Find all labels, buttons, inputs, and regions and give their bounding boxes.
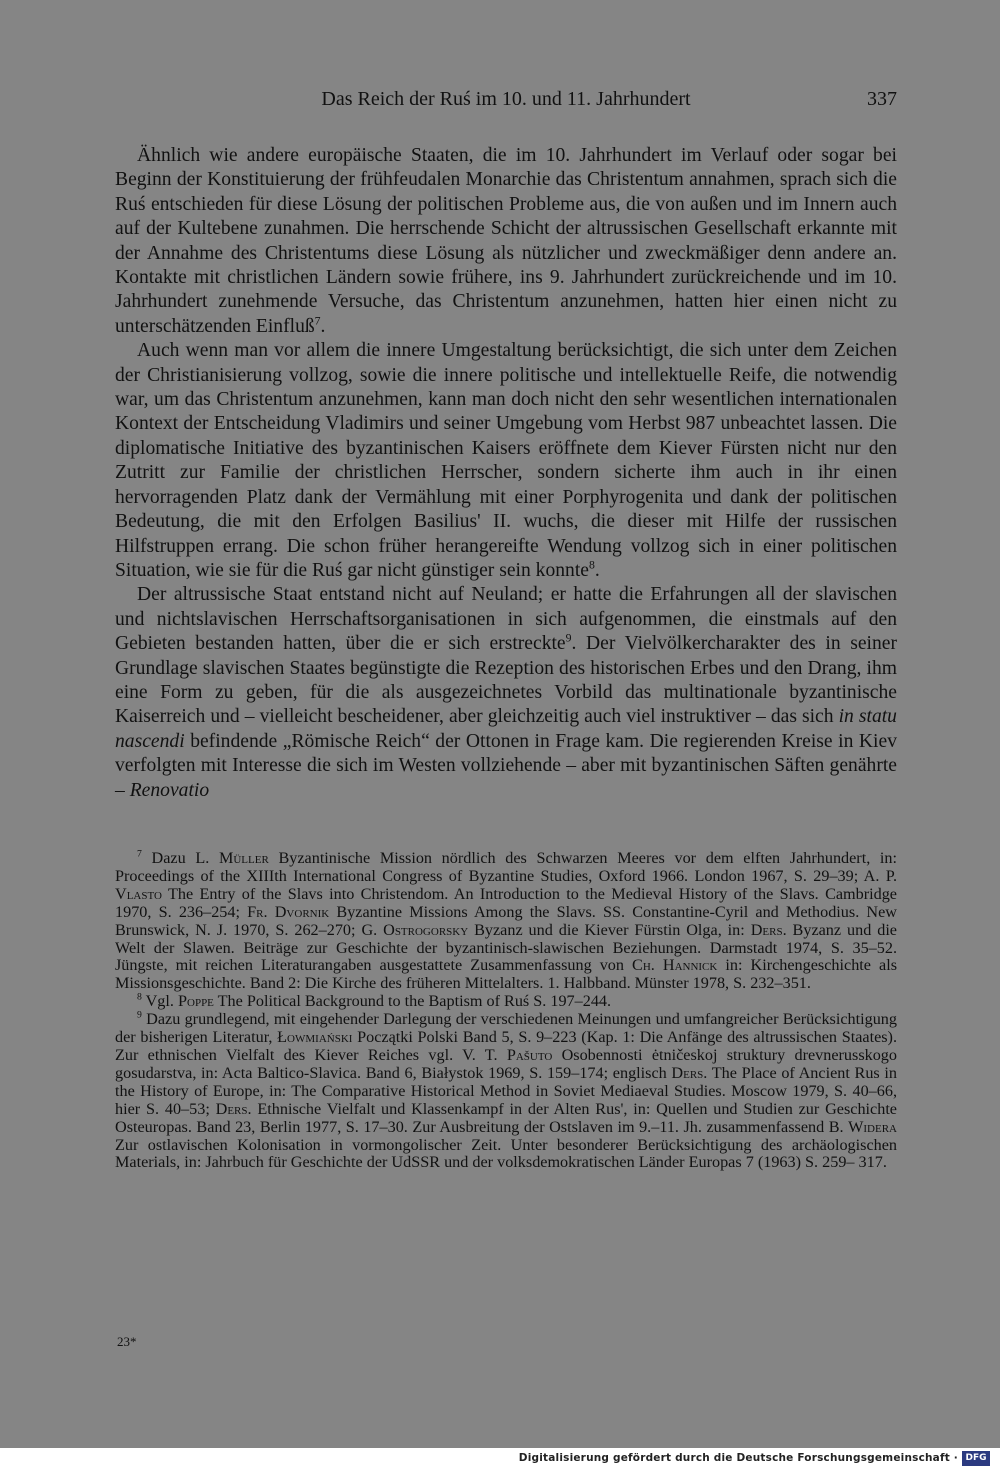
author-name: Ders. [750,920,787,939]
footnote-7 [115,850,897,993]
footnote-7-text: in: Kirchengeschichte als Missionsgeschichte. Band 2: Die Kirche des früheren Mittelalters. 1. Halbband. Münster 1978, S. 232–351. [115,956,897,993]
paragraph-3-text-b: . Der Vielvölkercharakter des in seiner Grundlage slavischen Staates begünstigte die Rezeption des historischen Erbes und den Drang, ihm eine Form zu geben, für die als ausgezeichnetes Vorbild das multinationale byzantinische Kaiserreich und – vielleicht bescheidener, aber gleichzeitig auch viel instruktiver – das sich [115,633,897,728]
paragraph-3 [115,583,897,803]
footnote-9-text: The Place of Ancient Rus in the History of Europe, in: The Comparative Historical Method in Soviet Mediaeval Studies. Moscow 1979, S. 40–66, hier S. 40–53; [115,1063,897,1118]
author-name: Ders. [671,1063,708,1082]
footnote-7-text: The Entry of the Slavs into Christendom. An Introduction to the Medieval History of the Slavs. Cambridge 1970, S. 236–254; [115,884,897,921]
page-number: 337 [867,88,897,110]
footnote-7-text: Byzanz und die Kiever Fürstin Olga, in: [468,920,751,939]
paragraph-3-text-a: Der altrussische Staat entstand nicht auf Neuland; er hatte die Erfahrungen all der slavischen und nichtslavischen Herrschaftsorganisationen in sich aufgenommen, die einstmals auf den Gebieten bestanden hatten, über die er sich erstreckte [115,584,897,655]
running-title: Das Reich der Ruś im 10. und 11. Jahrhundert [321,88,691,110]
footnote-ref-8: 8 [588,558,595,572]
paragraph-1-end: . [320,315,326,337]
dfg-funding-note: Digitalisierung gefördert durch die Deutsche Forschungsgemeinschaft · [518,1452,958,1464]
author-name: Poppe [178,992,214,1011]
paragraph-1-text: Ähnlich wie andere europäische Staaten, die im 10. Jahrhundert im Verlauf oder sogar bei Beginn der Konstituierung der frühfeudalen Monarchie das Christentum annahmen, sprach sich die Ruś entschieden für diese Lösung der politischen Probleme aus, die von außen und im Innern auch auf der Kultebene zunahmen. Die herrschende Schicht der altrussischen Gesellschaft erkannte mit der Annahme des Christentums diese Lösung als nützlicher und zweckmäßiger denn andere an. Kontakte mit christlichen Ländern sowie frühere, ins 9. Jahrhundert zurückreichende und im 10. Jahrhundert zunehmende Versuche, das Christentum anzunehmen, hatten hier einen nicht zu unterschätzenden Einfluß [115,145,897,337]
footnote-9-text: Ethnische Vielfalt und Klassenkampf in der Alten Rus', in: Quellen und Studien zur Geschichte Osteuropas. Band 23, Berlin 1977, S. 17–30. Zur Ausbreitung der Ostslaven im 9.–11. Jh. zusammenfassend B. [115,1099,897,1136]
footnote-9 [115,1011,897,1172]
paragraph-2-end: . [594,559,600,581]
paragraph-1 [115,144,897,339]
footnote-9-text: Osobennosti ėtničeskoj struktury drevnerusskogo gosudarstva, in: Acta Baltico-Slavica. Band 6, Białystok 1969, S. 159–174; englisch [115,1045,897,1082]
footnote-7-text: Byzanz und die Welt der Slawen. Beiträge zur Geschichte der byzantinisch-slawischen Beziehungen. Darmstadt 1974, S. 35–52. Jüngste, mit reichen Literaturangaben ausgestattete Zusammenfassung von [115,920,897,975]
footnote-8-text: Vgl. [141,992,178,1011]
footnote-7-text: Dazu L. [141,849,219,867]
running-head [115,86,897,116]
paragraph-3-text-c: befindende „Römische Reich“ der Ottonen in Frage kam. Die regierenden Kreise in Kiev verfolgten mit Interesse die sich im Westen vollziehende – aber mit byzantinischen Säften genährte – [115,730,897,801]
italic-in-statu-nascendi: in statu nascendi [115,706,897,752]
footnote-8-number: 8 [137,991,142,1003]
footnote-7-number: 7 [137,848,142,860]
footnotes [115,850,897,1172]
footnote-9-text: Początki Polski Band 5, S. 9–223 (Kap. 1: Die Anfänge des altrussischen Staates). Zur ethnischen Vielfalt des Kiever Reiches vgl. V. T. [115,1028,897,1064]
author-name: Fr. Dvornik [247,902,330,921]
author-name: Vlasto [115,884,162,903]
paragraph-2 [115,339,897,583]
italic-renovatio: Renovatio [129,779,210,801]
paragraph-2-text: Auch wenn man vor allem die innere Umgestaltung berücksichtigt, die sich unter dem Zeichen der Christianisierung vollzog, sowie die innere politische und intellektuelle Reife, die notwendig war, um das Christentum anzunehmen, kann man doch nicht den sehr wesentlichen internationalen Kontext der Entscheidung Vladimirs und seiner Umgebung vom Herbst 987 unbeachtet lassen. Die diplomatische Initiative des byzantinischen Kaisers eröffnete dem Kiever Fürsten nicht nur den Zutritt zur Familie der christlichen Herrscher, sondern sicherte ihm auch in ihr einen hervorragenden Platz dank der Vermählung mit einer Porphyrogenita und dank der politischen Bedeutung, die mit den Erfolgen Basilius' II. wuchs, die dieser mit Hilfe der russischen Hilfstruppen errang. Die schon früher herangereifte Wendung vollzog sich in einer politischen Situation, wie sie für die Ruś gar nicht günstiger sein konnte [115,340,897,581]
signature-mark: 23* [117,1334,137,1349]
footnote-7-text: Byzantine Missions Among the Slavs. SS. Constantine-Cyril and Methodius. New Brunswick, N. J. 1970, S. 262–270; G. [115,902,897,939]
footnote-ref-9: 9 [565,631,572,645]
footnote-7-text: Byzantinische Mission nördlich des Schwarzen Meeres vor dem elften Jahrhundert, in: Proceedings of the XIIIth International Congress of Byzantine Studies, Oxford 1966. London 1967, S. 29–39; A. P. [115,849,897,885]
footnote-8-text: The Political Background to the Baptism of Ruś S. 197–244. [213,992,612,1011]
footnote-8 [115,993,897,1011]
main-text [115,144,897,803]
footnote-ref-7: 7 [314,314,321,328]
author-name: Ders. [215,1099,252,1118]
author-name: Pašuto [506,1045,553,1064]
footnote-9-text: Dazu grundlegend, mit eingehender Darlegung der verschiedenen Meinungen und umfangreicher Berücksichtigung der bisherigen Literatur, [115,1010,897,1047]
footnote-9-number: 9 [137,1009,142,1021]
author-name: Ostrogorsky [383,920,469,939]
author-name: Müller [218,849,269,867]
author-name: Widera [848,1117,897,1136]
footnote-9-text: Zur ostlavischen Kolonisation in vormongolischer Zeit. Unter besonderer Berücksichtigung des archäologischen Materials, in: Jahrbuch für Geschichte der UdSSR und der volksdemokratischen Länder Europas 7 (1963) S. 259– 317. [115,1135,897,1172]
author-name: Łowmiański [277,1028,353,1047]
dfg-footer-bar [0,1448,1000,1470]
dfg-logo-icon[interactable]: DFG [962,1451,990,1466]
author-name: Ch. Hannick [632,956,718,975]
